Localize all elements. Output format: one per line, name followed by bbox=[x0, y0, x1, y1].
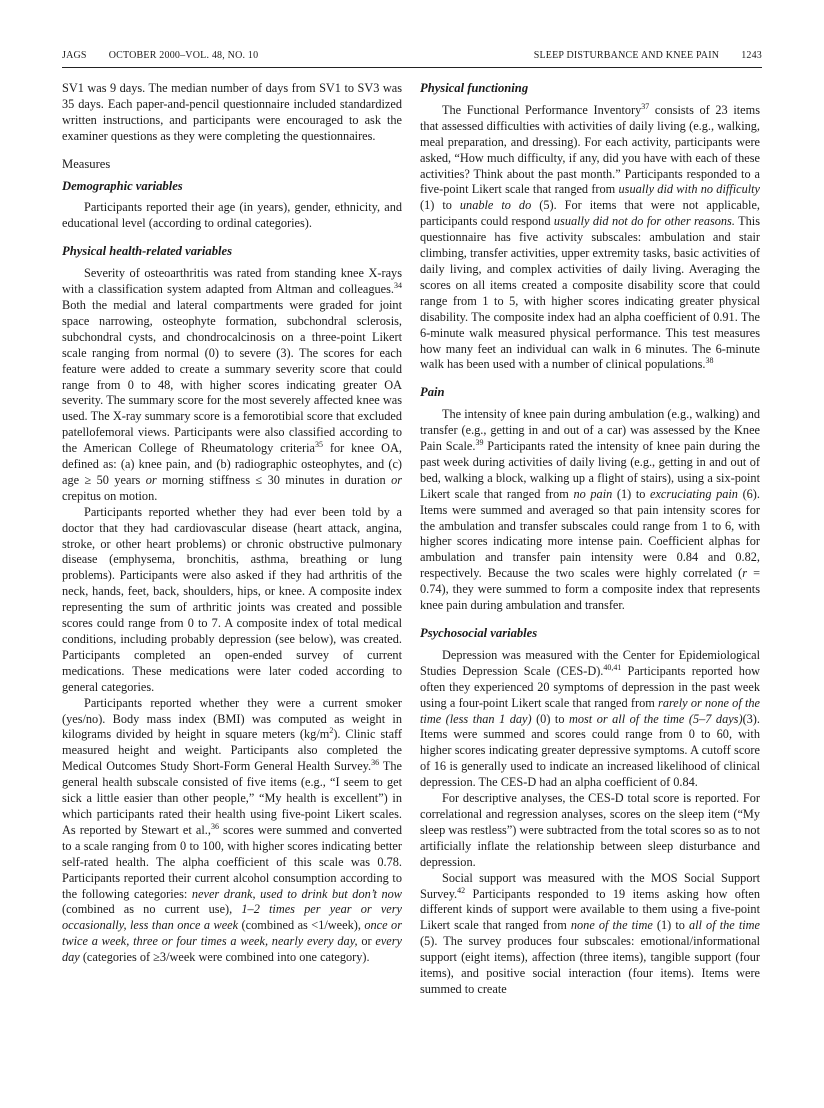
citation-ref: 37 bbox=[641, 101, 650, 111]
issue-info: OCTOBER 2000–VOL. 48, NO. 10 bbox=[108, 50, 259, 61]
journal-name: JAGS bbox=[62, 50, 87, 61]
pain-heading: Pain bbox=[420, 385, 445, 400]
severity-paragraph: Severity of osteoarthritis was rated from standing knee X-rays with a classification system adapted from Altman and colleagues.$^{34}$ Both the medial and lateral compartments were graded for joint space narrowing, osteophyte formation, subchondral sclerosis, subchondral cysts, and chondrocalcinosis on a three-point Likert scale ranging from normal (0) to severe (3). The scores for each feature were added to create a summary severity score that could range from 0 to 48, with higher scores indicating greater OA severity. The summary score for the most severely affected knee was used. The X-ray summary score is a femorotibial score that excluded patellofemoral views. Participants were also classified according to the American College of Rheumatology criteria$^{35}$ for knee OA, defined as: (a) knee pain, and (b) radiographic osteophytes, and (c) age ≥ 50 years or morning stiffness ≤ 30 minutes in duration or crepitus on motion. bbox=[62, 266, 403, 503]
left-column bbox=[62, 81, 402, 966]
intro-paragraph: SV1 was 9 days. The median number of days from SV1 to SV3 was 35 days. Each paper-and-pencil questionnaire included standardized written instructions, and participants were encouraged to ask the examiner questions as they were completing the questionnaires. bbox=[62, 81, 402, 143]
comorbidity-paragraph: Participants reported whether they had ever been told by a doctor that they had cardiovascular disease (heart attack, angina, stroke, or other heart problems) or chronic obstructive pulmonary disease (emphysema, bronchitis, asthma, breathing or lung problems). Participants were also asked if they had arthritis of the neck, hands, feet, back, shoulders, hips, or knee. A composite index representing the sum of arthritic joints was created and possible scores could range from 0 to 7. A composite index of total medical conditions, including probably depression (see below), was created. Participants completed an open-ended survey of current medications. These medications were later coded according to general categories. bbox=[62, 504, 402, 694]
physical-health-heading: Physical health-related variables bbox=[62, 244, 232, 259]
functional-paragraph: The Functional Performance Inventory$^{37}$ consists of 23 items that assessed difficulties with activities of daily living (e.g., walking, meal preparation, and dressing). For each activity, participants were asked, “How much difficulty, if any, did you have with each of these activities? Think about the past month.” Participants responded to a five-point Likert scale that ranged from usually did with no difficulty (1) to unable to do (5). For items that were not applicable, participants could respond usually did not do for other reasons. This questionnaire has five activity subscales: ambulation and stair climbing, transfer activities, upper extremity tasks, basic activities of daily living, and complex activities of daily living. Averaging the scores on all items created a composite disability score that could range from 1 to 5, with higher scores indicating greater physical disability. The composite index had an alpha coefficient of 0.91. The 6-minute walk measured physical performance. This test measures how many feet an individual can walk in 6 minutes. The 6-minute walk has been used with a number of clinical populations.$^{38}$ bbox=[420, 101, 761, 372]
running-head-right bbox=[534, 50, 762, 61]
physical-functioning-heading: Physical functioning bbox=[420, 81, 529, 95]
running-head-left bbox=[62, 50, 258, 61]
demographic-heading: Demographic variables bbox=[62, 178, 183, 193]
depression-paragraph: Depression was measured with the Center for Epidemiological Studies Depression Scale (CES-D).$^{40,41}$ Participants reported how often they experienced 20 symptoms of depression in the past week using a four-point Likert scale that ranged from rarely or none of the time (less than 1 day) (0) to most or all of the time (5–7 days)(3). Items were summed and scores could range from 0 to 60, with higher scores indicating greater depressive symptoms. A cutoff score of 16 is generally used to indicate an increased likelihood of clinical depression. The CES-D had an alpha coefficient of 0.84. bbox=[420, 647, 760, 790]
citation-ref: 39 bbox=[475, 438, 484, 448]
running-title: SLEEP DISTURBANCE AND KNEE PAIN bbox=[533, 50, 720, 61]
running-head bbox=[62, 50, 762, 66]
citation-ref: 36 bbox=[371, 758, 380, 768]
citation-ref: 42 bbox=[457, 885, 466, 895]
page-number: 1243 bbox=[741, 50, 762, 61]
social-support-paragraph: Social support was measured with the MOS Social Support Survey.$^{42}$ Participants responded to 19 items asking how often different kinds of support were available to them using a five-point Likert scale that ranged from none of the time (1) to all of the time (5). The survey produces four subscales: emotional/informational support (eight items), affection (three items), tangible support (four items), and positive social interaction (four items). Items were summed to create bbox=[420, 870, 760, 996]
measures-heading: Measures bbox=[62, 156, 111, 171]
smoker-paragraph: Participants reported whether they were a current smoker (yes/no). Body mass index (BMI) was computed as weight in kilograms divided by height in square meters $(kg/m^2)$. Clinic staff measured height and weight. Participants also completed the Medical Outcomes Study Short-Form General Health Survey.$^{36}$ The general health subscale consisted of five items (e.g., “I seem to get sick a little easier than other people,” “My health is excellent”) in which participants rated their health using five-point Likert scales. As reported by Stewart et al.,$^{36}$ scores were summed and converted to a scale ranging from 0 to 100, with higher scores indicating better self-rated health. The alpha coefficient of this scale was 0.78. Participants reported their current alcohol consumption according to the following categories: never drank, used to drink but don’t now (combined as no current use), 1–2 times per year or very occasionally, less than once a week (combined as <1/week), once or twice a week, three or four times a week, nearly every day, or every day (categories of ≥3/week were combined into one category). bbox=[62, 695, 402, 965]
citation-ref: 35 bbox=[314, 440, 323, 450]
citation-ref: 40,41 bbox=[603, 662, 622, 672]
pain-paragraph: The intensity of knee pain during ambulation (e.g., walking) and transfer (e.g., getting in and out of a car) was assessed by the Knee Pain Scale.$^{39}$ Participants rated the intensity of knee pain during the past week during activities of daily living (e.g., getting in and out of bed, walking a block, walking up a flight of stairs), using a six-point Likert scale that ranged from no pain (1) to excruciating pain (6). Items were summed and averaged so that pain intensity scores for the ambulation and transfer subscales could range from 1 to 6, with higher scores indicating more intense pain. Coefficient alphas for ambulation and transfer pain intensity were 0.84 and 0.82, respectively. Because the two scales were highly correlated (r = 0.74), they were summed to form a composite index that represents knee pain during ambulation and transfer. bbox=[420, 407, 761, 613]
citation-ref: 34 bbox=[394, 281, 402, 291]
citation-ref: 36 bbox=[210, 821, 219, 831]
demographic-paragraph: Participants reported their age (in years), gender, ethnicity, and educational level (according to ordinal categories). bbox=[62, 200, 402, 231]
psychosocial-heading: Psychosocial variables bbox=[420, 626, 538, 640]
superscript: 2 bbox=[329, 726, 334, 736]
header-rule bbox=[62, 67, 762, 68]
citation-ref: 38 bbox=[705, 356, 714, 366]
right-column bbox=[420, 81, 760, 998]
descriptive-paragraph: For descriptive analyses, the CES-D total score is reported. For correlational and regression analyses, scores on the sleep item (“My sleep was restless”) were subtracted from the total scores so as to not artificially inflate the relationship between sleep disturbance and depression. bbox=[420, 791, 760, 869]
